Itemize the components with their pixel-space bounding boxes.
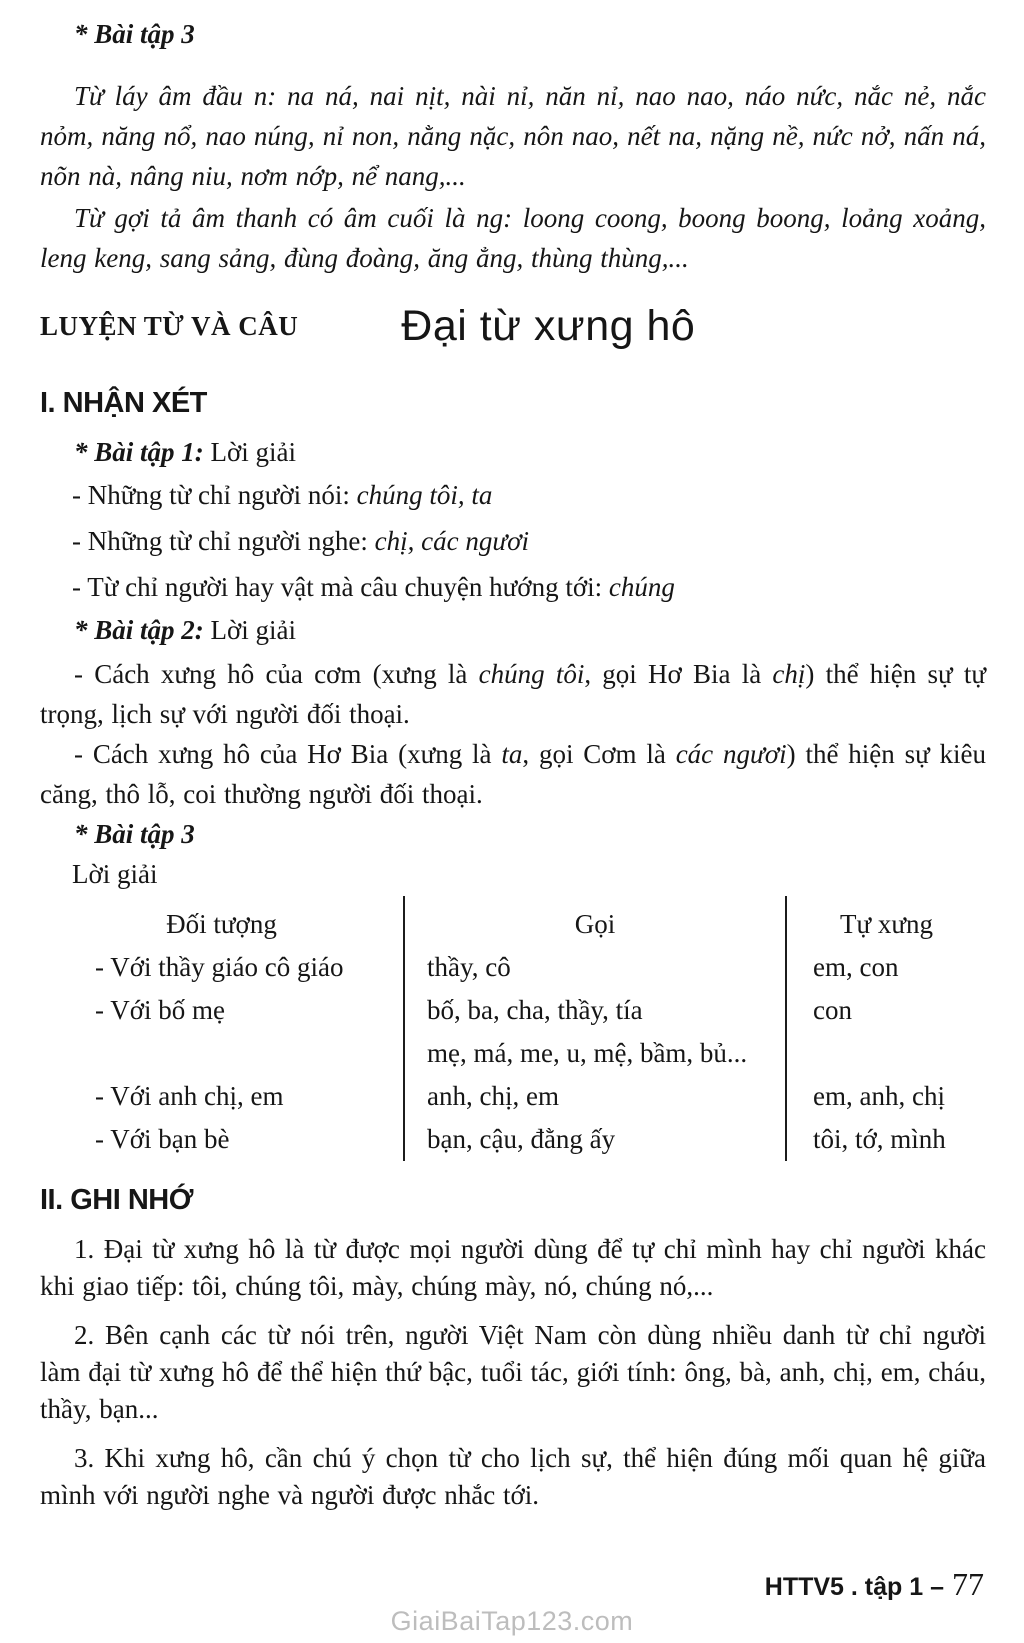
lesson-title: Đại từ xưng hô xyxy=(401,301,696,350)
table-cell: con xyxy=(813,995,852,1025)
paragraph-cach-xung-ho-com: - Cách xưng hô của cơm (xưng là chúng tôi, gọi Hơ Bia là chị) thể hiện sự tự trọng, lịch sự với người đối thoại. xyxy=(40,659,986,729)
bullet-nguoi-noi: - Những từ chỉ người nói: chúng tôi, ta xyxy=(72,480,493,510)
bullet-huong-toi: - Từ chỉ người hay vật mà câu chuyện hướng tới: chúng xyxy=(72,572,675,602)
table-cell: - Với thầy giáo cô giáo xyxy=(95,952,344,982)
table-cell: em, anh, chị xyxy=(813,1081,945,1111)
table-cell: mẹ, má, me, u, mệ, bầm, bủ... xyxy=(403,1032,787,1075)
pronoun-table xyxy=(40,896,986,1161)
exercise-1-heading: * Bài tập 1: Lời giải xyxy=(74,437,297,467)
watermark: GiaiBaiTap123.com xyxy=(390,1606,634,1636)
table-cell xyxy=(787,1032,986,1075)
table-cell: - Với bạn bè xyxy=(95,1124,230,1154)
table-cell: - Với anh chị, em xyxy=(95,1081,284,1111)
table-header-goi: Gọi xyxy=(403,896,787,946)
table-cell: bạn, cậu, đằng ấy xyxy=(403,1118,787,1161)
lesson-kicker: LUYỆN TỪ VÀ CÂU xyxy=(40,310,299,341)
page-number: 77 xyxy=(952,1566,984,1602)
section-heading-ghi-nho: II. GHI NHỚ xyxy=(40,1184,193,1216)
table-cell: - Với bố mẹ xyxy=(95,995,226,1025)
table-cell: tôi, tớ, mình xyxy=(813,1124,946,1154)
exercise-2-heading: * Bài tập 2: Lời giải xyxy=(74,615,297,645)
table-cell xyxy=(40,1032,403,1075)
book-page-reference xyxy=(765,1566,984,1603)
book-ref-label: HTTV5 . tập 1 – xyxy=(764,1573,944,1601)
paragraph-tu-goi-ta: Từ gợi tả âm thanh có âm cuối là ng: loong coong, boong boong, loảng xoảng, leng keng, sang sảng, đùng đoàng, ăng ẳng, thùng thùng,... xyxy=(40,203,986,273)
loi-giai-label: Lời giải xyxy=(72,859,158,889)
paragraph-cach-xung-ho-ho-bia: - Cách xưng hô của Hơ Bia (xưng là ta, gọi Cơm là các ngươi) thể hiện sự kiêu căng, thô lỗ, coi thường người đối thoại. xyxy=(40,739,987,809)
table-cell: em, con xyxy=(813,952,899,982)
ghi-nho-paragraph-3: 3. Khi xưng hô, cần chú ý chọn từ cho lịch sự, thể hiện đúng mối quan hệ giữa mình với người nghe và người được nhắc tới. xyxy=(40,1443,986,1510)
table-cell: thầy, cô xyxy=(403,946,787,989)
table-header-doi-tuong: Đối tượng xyxy=(166,909,277,939)
exercise-3-heading: * Bài tập 3 xyxy=(74,819,195,849)
table-header-tu-xung: Tự xưng xyxy=(839,909,933,939)
ghi-nho-paragraph-1: 1. Đại từ xưng hô là từ được mọi người dùng để tự chỉ mình hay chỉ người khác khi giao tiếp: tôi, chúng tôi, mày, chúng mày, nó, chúng nó,... xyxy=(40,1234,986,1301)
section-heading-nhan-xet: I. NHẬN XÉT xyxy=(40,387,207,419)
bullet-nguoi-nghe: - Những từ chỉ người nghe: chị, các ngươi xyxy=(72,526,529,556)
paragraph-tu-lay: Từ láy âm đầu n: na ná, nai nịt, nài nỉ, năn nỉ, nao nao, náo nức, nắc nẻ, nắc nỏm, năng nổ, nao núng, nỉ non, nằng nặc, nôn nao, nết na, nặng nề, nức nở, nấn ná, nõn nà, nâng niu, nơm nớp, nể nang,... xyxy=(40,81,986,191)
exercise-3-top-heading: * Bài tập 3 xyxy=(74,19,195,49)
table-cell: bố, ba, cha, thầy, tía xyxy=(403,989,787,1032)
table-cell: anh, chị, em xyxy=(403,1075,787,1118)
ghi-nho-paragraph-2: 2. Bên cạnh các từ nói trên, người Việt Nam còn dùng nhiều danh từ chỉ người làm đại từ xưng hô để thể hiện thứ bậc, tuổi tác, giới tính: ông, bà, anh, chị, em, cháu, thầy, bạn... xyxy=(40,1320,986,1424)
lesson-header xyxy=(40,300,986,352)
